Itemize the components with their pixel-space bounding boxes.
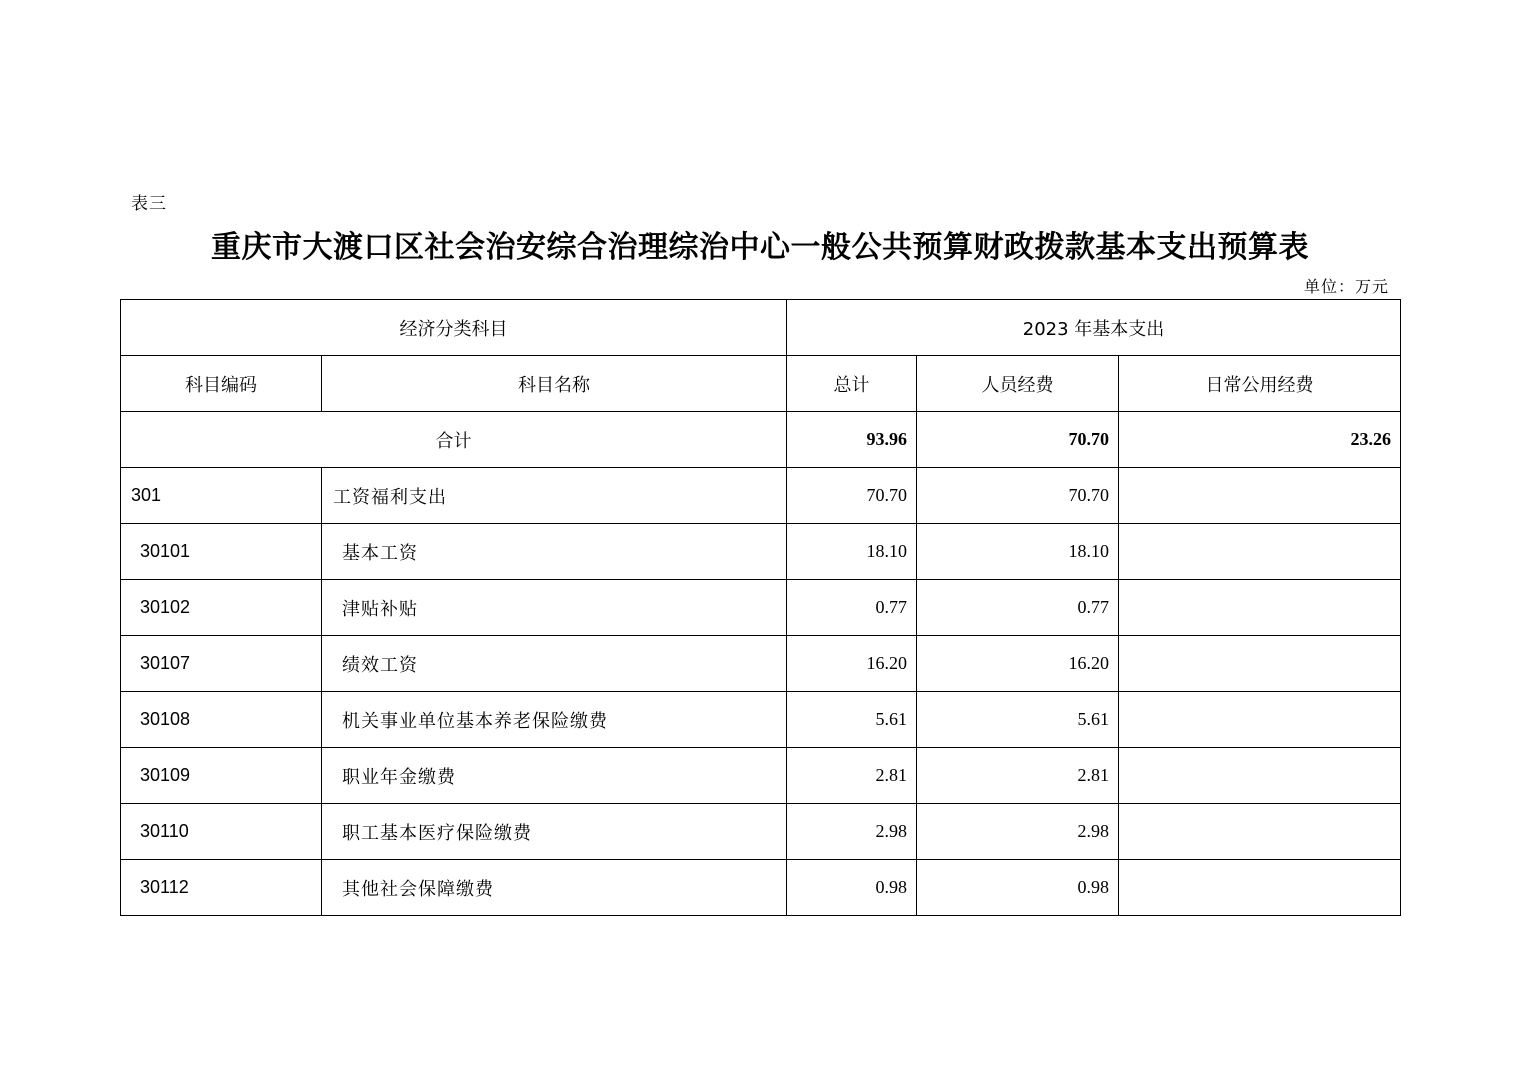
row-name: 机关事业单位基本养老保险缴费 <box>322 692 787 748</box>
row-personnel: 16.20 <box>917 636 1119 692</box>
row-code: 30109 <box>121 748 322 804</box>
table-row <box>121 580 1401 636</box>
row-public <box>1119 748 1401 804</box>
row-code: 30101 <box>121 524 322 580</box>
row-total: 2.98 <box>787 804 917 860</box>
row-name: 绩效工资 <box>322 636 787 692</box>
row-name: 工资福利支出 <box>322 468 787 524</box>
total-total: 93.96 <box>787 412 917 468</box>
row-personnel: 5.61 <box>917 692 1119 748</box>
row-total: 16.20 <box>787 636 917 692</box>
row-code: 30112 <box>121 860 322 916</box>
row-personnel: 0.98 <box>917 860 1119 916</box>
row-name: 津贴补贴 <box>322 580 787 636</box>
row-code: 30110 <box>121 804 322 860</box>
table-row <box>121 748 1401 804</box>
table-row <box>121 804 1401 860</box>
header-subject-name: 科目名称 <box>322 356 787 412</box>
row-total: 0.77 <box>787 580 917 636</box>
budget-table <box>120 299 1401 916</box>
header-basic-expenditure-2023: 2023 年基本支出 <box>787 300 1401 356</box>
row-public <box>1119 468 1401 524</box>
row-total: 2.81 <box>787 748 917 804</box>
row-public <box>1119 524 1401 580</box>
row-public <box>1119 580 1401 636</box>
table-row <box>121 692 1401 748</box>
row-name: 职工基本医疗保险缴费 <box>322 804 787 860</box>
table-row <box>121 468 1401 524</box>
row-personnel: 2.81 <box>917 748 1119 804</box>
table-row <box>121 636 1401 692</box>
row-personnel: 0.77 <box>917 580 1119 636</box>
row-public <box>1119 804 1401 860</box>
row-public <box>1119 692 1401 748</box>
total-personnel: 70.70 <box>917 412 1119 468</box>
header-column-row <box>121 356 1401 412</box>
table-row <box>121 860 1401 916</box>
row-code: 301 <box>121 468 322 524</box>
header-economic-classification: 经济分类科目 <box>121 300 787 356</box>
row-personnel: 18.10 <box>917 524 1119 580</box>
row-personnel: 2.98 <box>917 804 1119 860</box>
row-name: 其他社会保障缴费 <box>322 860 787 916</box>
unit-note: 单位：万元 <box>1303 277 1389 296</box>
row-total: 18.10 <box>787 524 917 580</box>
total-public: 23.26 <box>1119 412 1401 468</box>
row-code: 30102 <box>121 580 322 636</box>
table-row <box>121 524 1401 580</box>
header-personnel-expense: 人员经费 <box>917 356 1119 412</box>
row-name: 职业年金缴费 <box>322 748 787 804</box>
row-public <box>1119 860 1401 916</box>
header-total: 总计 <box>787 356 917 412</box>
row-name: 基本工资 <box>322 524 787 580</box>
row-code: 30108 <box>121 692 322 748</box>
table-label: 表三 <box>131 194 167 214</box>
row-total: 5.61 <box>787 692 917 748</box>
header-subject-code: 科目编码 <box>121 356 322 412</box>
row-total: 70.70 <box>787 468 917 524</box>
row-total: 0.98 <box>787 860 917 916</box>
header-group-row <box>121 300 1401 356</box>
total-row <box>121 412 1401 468</box>
row-code: 30107 <box>121 636 322 692</box>
header-public-expense: 日常公用经费 <box>1119 356 1401 412</box>
row-personnel: 70.70 <box>917 468 1119 524</box>
document-title: 重庆市大渡口区社会治安综合治理综治中心一般公共预算财政拨款基本支出预算表 <box>211 230 1309 265</box>
total-label: 合计 <box>121 412 787 468</box>
row-public <box>1119 636 1401 692</box>
